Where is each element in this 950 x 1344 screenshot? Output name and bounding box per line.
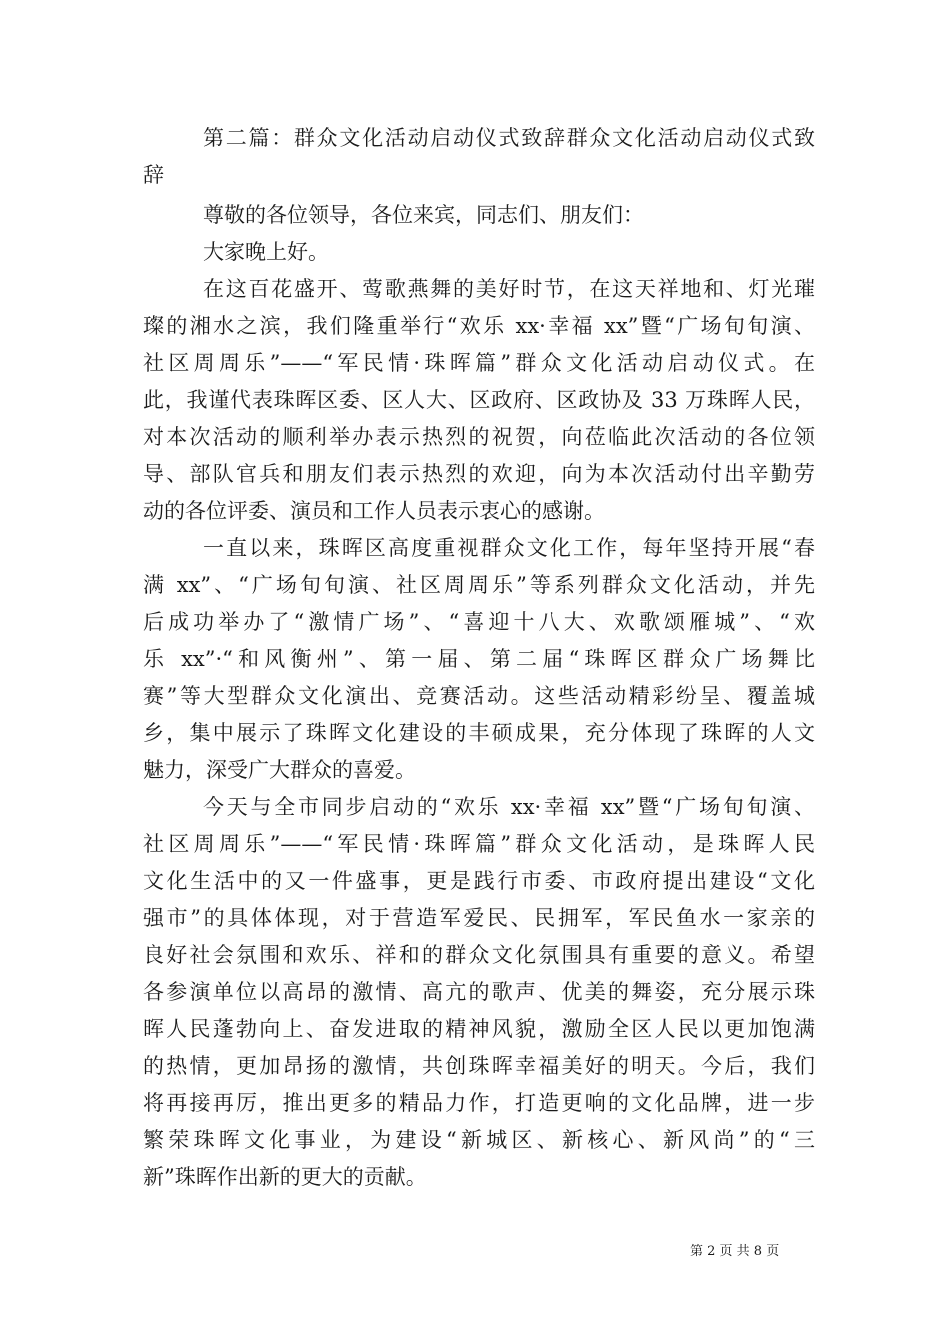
paragraph-1-line: 对本次活动的顺利举办表示热烈的祝贺，向莅临此次活动的各位领 <box>143 425 815 449</box>
page-number: 第 2 页 共 8 页 <box>690 1244 780 1259</box>
paragraph-1-line: 社区周周乐”——“军民情·珠晖篇”群众文化活动启动仪式。在 <box>143 351 815 375</box>
paragraph-3-line: 将再接再厉，推出更多的精品力作，打造更响的文化品牌，进一步 <box>143 1091 815 1115</box>
paragraph-2-line: 后成功举办了“激情广场”、“喜迎十八大、欢歌颂雁城”、“欢 <box>143 610 815 634</box>
paragraph-2-line: 乐 xx”·“和风衡州”、第一届、第二届“珠晖区群众广场舞比 <box>143 647 815 671</box>
paragraph-2-line: 满 xx”、“广场旬旬演、社区周周乐”等系列群众文化活动，并先 <box>143 573 815 597</box>
paragraph-1-line: 在这百花盛开、莺歌燕舞的美好时节，在这天祥地和、灯光璀 <box>203 277 815 301</box>
paragraph-3-line: 新”珠晖作出新的更大的贡献。 <box>143 1165 427 1189</box>
paragraph-3-line: 强市”的具体体现，对于营造军爱民、民拥军，军民鱼水一家亲的 <box>143 906 815 930</box>
paragraph-2-line: 一直以来，珠晖区高度重视群众文化工作，每年坚持开展“春 <box>203 536 815 560</box>
paragraph-2-line: 乡，集中展示了珠晖文化建设的丰硕成果，充分体现了珠晖的人文 <box>143 721 815 745</box>
paragraph-3-line: 的热情，更加昂扬的激情，共创珠晖幸福美好的明天。今后，我们 <box>143 1054 815 1078</box>
paragraph-3-line: 晖人民蓬勃向上、奋发进取的精神风貌，激励全区人民以更加饱满 <box>143 1017 815 1041</box>
paragraph-3-line: 文化生活中的又一件盛事，更是践行市委、市政府提出建设“文化 <box>143 869 815 893</box>
paragraph-1-line: 璨的湘水之滨，我们隆重举行“欢乐 xx·幸福 xx”暨“广场旬旬演、 <box>143 314 815 338</box>
paragraph-3-line: 社区周周乐”——“军民情·珠晖篇”群众文化活动，是珠晖人民 <box>143 832 815 856</box>
document-title-continued: 辞 <box>143 163 164 187</box>
greeting: 大家晚上好。 <box>203 240 329 264</box>
paragraph-2-line: 魅力，深受广大群众的喜爱。 <box>143 758 416 782</box>
paragraph-1-line: 此，我谨代表珠晖区委、区人大、区政府、区政协及 33 万珠晖人民， <box>143 388 815 412</box>
salutation: 尊敬的各位领导，各位来宾，同志们、朋友们： <box>203 203 644 227</box>
paragraph-2-line: 赛”等大型群众文化演出、竞赛活动。这些活动精彩纷呈、覆盖城 <box>143 684 815 708</box>
paragraph-3-line: 良好社会氛围和欢乐、祥和的群众文化氛围具有重要的意义。希望 <box>143 943 815 967</box>
paragraph-3-line: 各参演单位以高昂的激情、高亢的歌声、优美的舞姿，充分展示珠 <box>143 980 815 1004</box>
paragraph-3-line: 繁荣珠晖文化事业，为建设“新城区、新核心、新风尚”的“三 <box>143 1128 815 1152</box>
paragraph-1-line: 动的各位评委、演员和工作人员表示衷心的感谢。 <box>143 499 605 523</box>
document-title: 第二篇：群众文化活动启动仪式致辞群众文化活动启动仪式致 <box>203 126 815 150</box>
paragraph-3-line: 今天与全市同步启动的“欢乐 xx·幸福 xx”暨“广场旬旬演、 <box>203 795 815 819</box>
paragraph-1-line: 导、部队官兵和朋友们表示热烈的欢迎，向为本次活动付出辛勤劳 <box>143 462 815 486</box>
